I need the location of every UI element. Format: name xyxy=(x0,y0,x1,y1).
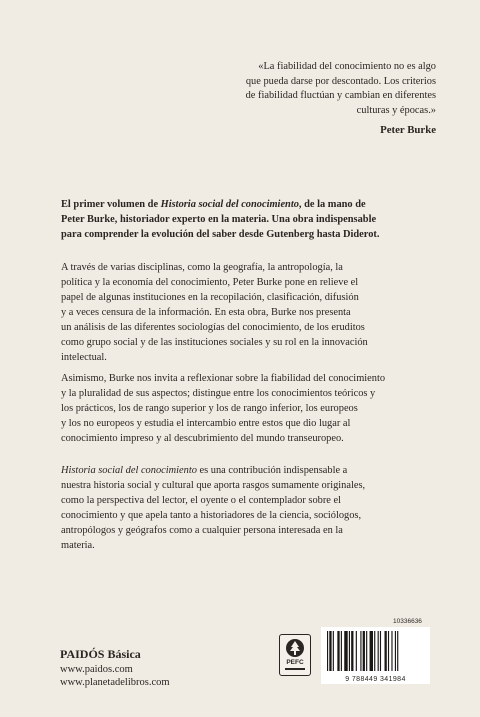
quote-author: Peter Burke xyxy=(380,124,436,136)
barcode-bar xyxy=(329,631,331,671)
pefc-logo xyxy=(279,634,311,676)
barcode-bar xyxy=(374,631,375,671)
body-line: los prácticos, los de rango superior y los de rango inferior, los europeos xyxy=(61,403,358,414)
pefc-label: PEFC xyxy=(286,659,304,666)
barcode-bar xyxy=(385,631,387,671)
publisher-brand: PAIDÓS Básica xyxy=(60,647,141,661)
intro-line xyxy=(61,197,446,212)
intro-line: para comprender la evolución del saber desde Gutenberg hasta Diderot. xyxy=(61,229,380,240)
barcode-bar xyxy=(333,631,334,671)
barcode-bar xyxy=(397,631,398,671)
quote-line: de fiabilidad fluctúan y cambian en diferentes xyxy=(245,90,436,101)
barcode-digits: 9 788449 341984 xyxy=(345,676,406,683)
intro-text: , de la mano de xyxy=(298,199,366,210)
publisher-url: www.paidos.com xyxy=(60,664,133,675)
body-line: materia. xyxy=(61,540,95,551)
body-line: conocimiento impreso y al descubrimiento del mundo transeuropeo. xyxy=(61,433,344,444)
barcode-bar xyxy=(388,631,389,671)
body-line: y la pluralidad de sus aspectos; distingue entre los conocimientos teóricos y xyxy=(61,388,376,399)
body-line: política y la economía del conocimiento, Peter Burke pone en relieve el xyxy=(61,277,359,288)
intro-text: El primer volumen de xyxy=(61,199,161,210)
internal-code: 10336636 xyxy=(393,618,422,625)
quote-line: culturas y épocas.» xyxy=(356,104,436,116)
body-line: conocimiento y que apela tanto a historiadores de la ciencia, sociólogos, xyxy=(61,510,362,521)
pefc-divider xyxy=(285,668,305,670)
body-line: papel de algunas instituciones en la recopilación, clasificación, difusión xyxy=(61,292,359,303)
barcode-bar xyxy=(363,631,365,671)
barcode-bar xyxy=(349,631,350,671)
intro-line: Peter Burke, historiador experto en la materia. Una obra indispensable xyxy=(61,214,377,225)
book-title: Historia social del conocimiento xyxy=(61,465,197,476)
publisher-url: www.planetadelibros.com xyxy=(60,677,170,688)
body-line: como la perspectiva del lector, el oyente o el contemplador sobre el xyxy=(61,495,342,506)
back-cover-quote xyxy=(178,60,436,138)
barcode-bar xyxy=(351,631,353,671)
barcode-bar xyxy=(378,631,379,671)
quote-line: «La fiabilidad del conocimiento no es algo xyxy=(258,61,436,72)
barcode-bar xyxy=(344,631,347,671)
barcode-bar xyxy=(391,631,392,671)
barcode-bar xyxy=(337,631,339,671)
barcode-bar xyxy=(370,631,373,671)
barcode-bar xyxy=(395,631,396,671)
barcode-bar xyxy=(356,631,357,671)
body-line: como grupo social y de las instituciones sociales y su rol en la innovación xyxy=(61,337,368,348)
barcode-bar xyxy=(327,631,328,671)
tree-certification-icon xyxy=(284,638,306,658)
barcode-bar xyxy=(341,631,342,671)
body-paragraph-2 xyxy=(61,371,446,446)
body-line xyxy=(61,463,446,478)
body-paragraph-3 xyxy=(61,463,446,553)
publisher-info xyxy=(60,648,170,689)
body-line: antropólogos y geógrafos como a cualquier persona interesada en la xyxy=(61,525,343,536)
isbn-barcode xyxy=(321,627,430,684)
quote-line: que pueda darse por descontado. Los criterios xyxy=(245,75,436,87)
barcode-bar xyxy=(360,631,361,671)
body-text: es una contribución indispensable a xyxy=(196,465,348,476)
barcode-bar xyxy=(380,631,381,671)
body-line: y los no europeos y estudia el intercambio entre estos que dio lugar al xyxy=(61,418,351,429)
body-line: un análisis de las diferentes sociologías del conocimiento, de los eruditos xyxy=(61,322,365,333)
barcode-bars xyxy=(327,631,424,671)
book-title: Historia social del conocimiento xyxy=(160,199,299,210)
body-line: A través de varias disciplinas, como la geografía, la antropología, la xyxy=(61,262,343,273)
body-line: intelectual. xyxy=(61,352,107,363)
intro-paragraph xyxy=(61,197,446,242)
body-paragraph-1 xyxy=(61,260,446,365)
body-line: Asimismo, Burke nos invita a reflexionar sobre la fiabilidad del conocimiento xyxy=(61,373,386,384)
barcode-bar xyxy=(366,631,367,671)
body-line: nuestra historia social y cultural que aporta rasgos sumamente originales, xyxy=(61,480,366,491)
body-line: y a veces censura de la información. En esta obra, Burke nos presenta xyxy=(61,307,351,318)
